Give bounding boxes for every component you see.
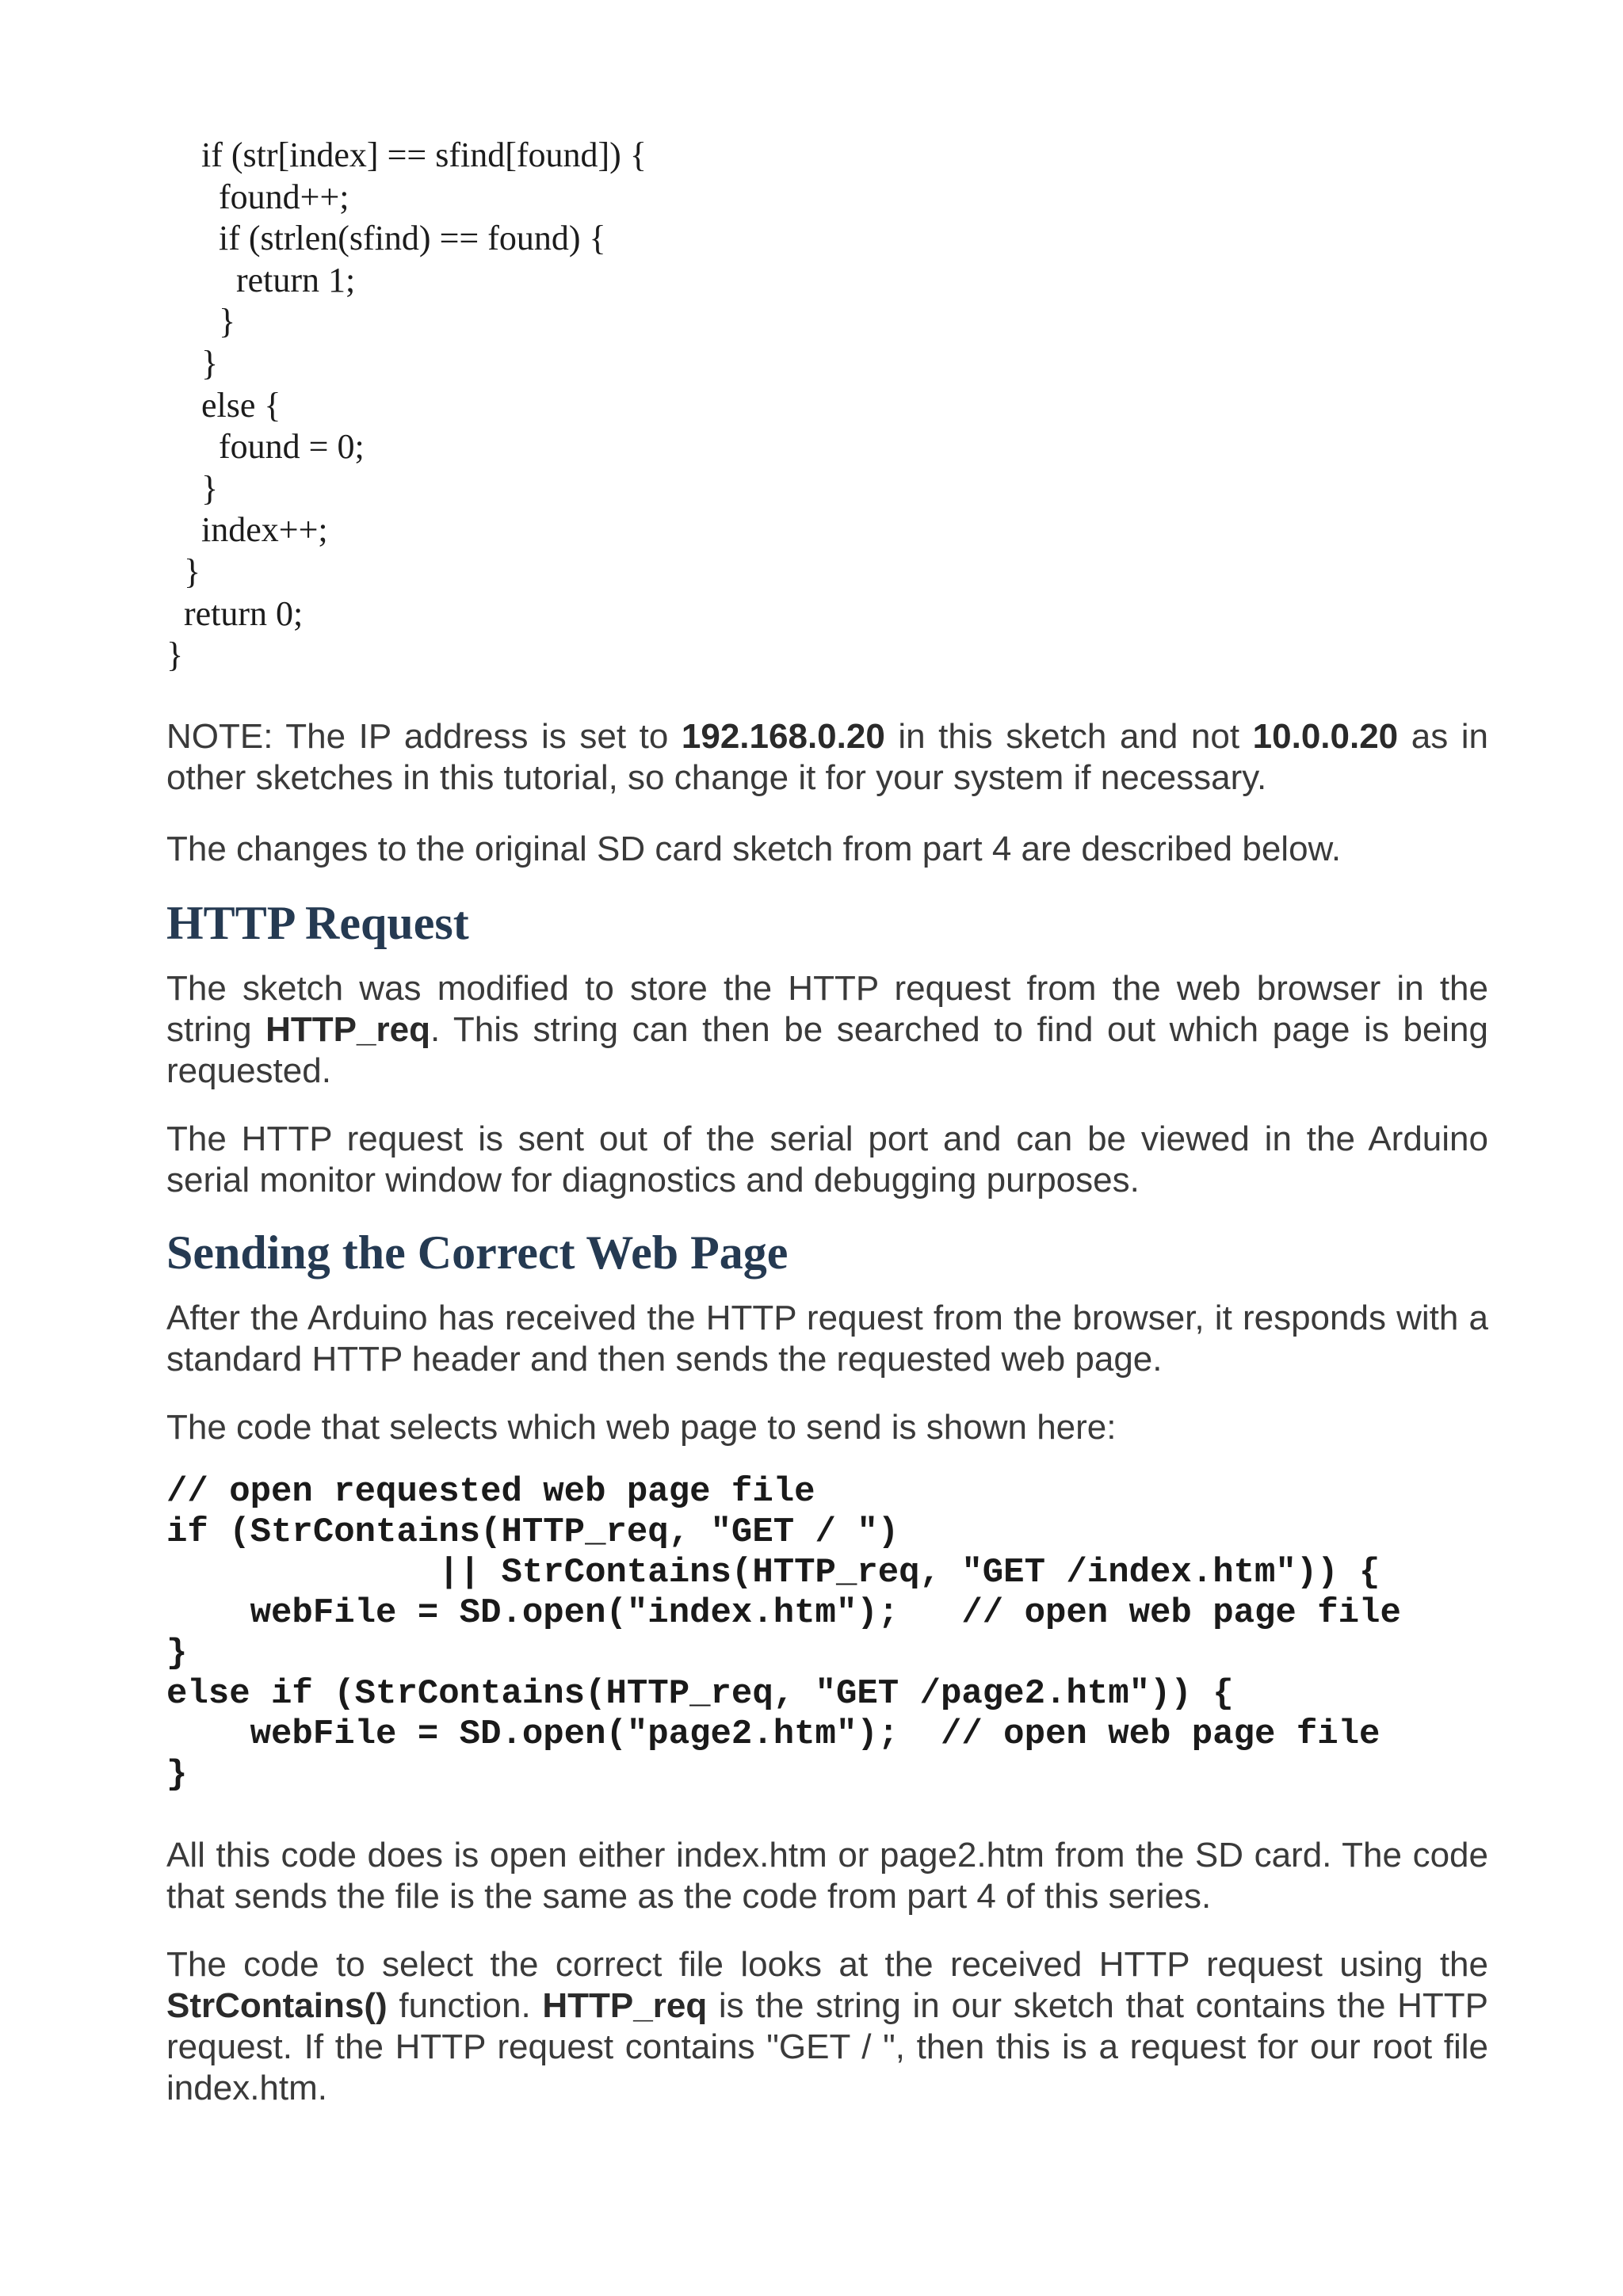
note-ip-2: 10.0.0.20 bbox=[1252, 717, 1399, 756]
changes-intro-paragraph: The changes to the original SD card sketch from part 4 are described below. bbox=[166, 830, 1342, 868]
code-snippet-strcontains-end: if (str[index] == sfind[found]) { found++; if (strlen(sfind) == found) { return 1; } } else { found = 0; } index++; } return 0; } bbox=[166, 135, 647, 675]
sending-paragraph-2: The code that selects which web page to send is shown here: bbox=[166, 1408, 1117, 1447]
heading-http-request: HTTP Request bbox=[166, 897, 469, 949]
ip-address-note bbox=[166, 716, 1488, 799]
sending-paragraph-1: After the Arduino has received the HTTP request from the browser, it responds with a standard HTTP header and then sends the requested web page. bbox=[166, 1299, 1488, 1379]
send-p4-text-2: function. bbox=[387, 1986, 543, 2025]
sending-paragraph-4 bbox=[166, 1944, 1488, 2109]
send-p4-text-3: is the string in our sketch that contains the HTTP request. If the HTTP request contains "GET / ", then this is a request for our root file index.htm. bbox=[166, 1986, 1488, 2107]
note-text-3: as in other sketches in this tutorial, so change it for your system if necessary. bbox=[166, 717, 1488, 797]
code-snippet-select-web-page: // open requested web page file if (StrContains(HTTP_req, "GET / ") || StrContains(HTTP_req, "GET /index.htm")) { webFile = SD.open("index.htm"); // open web page file } else if (StrContains(HTTP_req, "GET /page2.htm")) { webFile = SD.open("page2.htm"); // open web page file } bbox=[166, 1472, 1401, 1794]
heading-sending-correct-web-page: Sending the Correct Web Page bbox=[166, 1226, 789, 1279]
http-request-paragraph-1 bbox=[166, 968, 1488, 1092]
note-ip-1: 192.168.0.20 bbox=[681, 717, 885, 756]
http-p1-bold-1: HTTP_req bbox=[265, 1010, 430, 1049]
send-p4-bold-1: StrContains() bbox=[166, 1986, 388, 2025]
note-text-1: NOTE: The IP address is set to bbox=[166, 717, 682, 756]
sending-paragraph-3: All this code does is open either index.htm or page2.htm from the SD card. The code that sends the file is the same as the code from part 4 of this series. bbox=[166, 1836, 1488, 1916]
http-request-paragraph-2: The HTTP request is sent out of the serial port and can be viewed in the Arduino serial monitor window for diagnostics and debugging purposes. bbox=[166, 1119, 1488, 1199]
http-p1-text-2: . This string can then be searched to find out which page is being requested. bbox=[166, 1010, 1489, 1090]
http-p1-text-1: The sketch was modified to store the HTTP request from the web browser in the string bbox=[166, 969, 1488, 1049]
note-text-2: in this sketch and not bbox=[884, 717, 1253, 756]
send-p4-text-1: The code to select the correct file looks at the received HTTP request using the bbox=[166, 1945, 1488, 1984]
send-p4-bold-2: HTTP_req bbox=[542, 1986, 708, 2025]
